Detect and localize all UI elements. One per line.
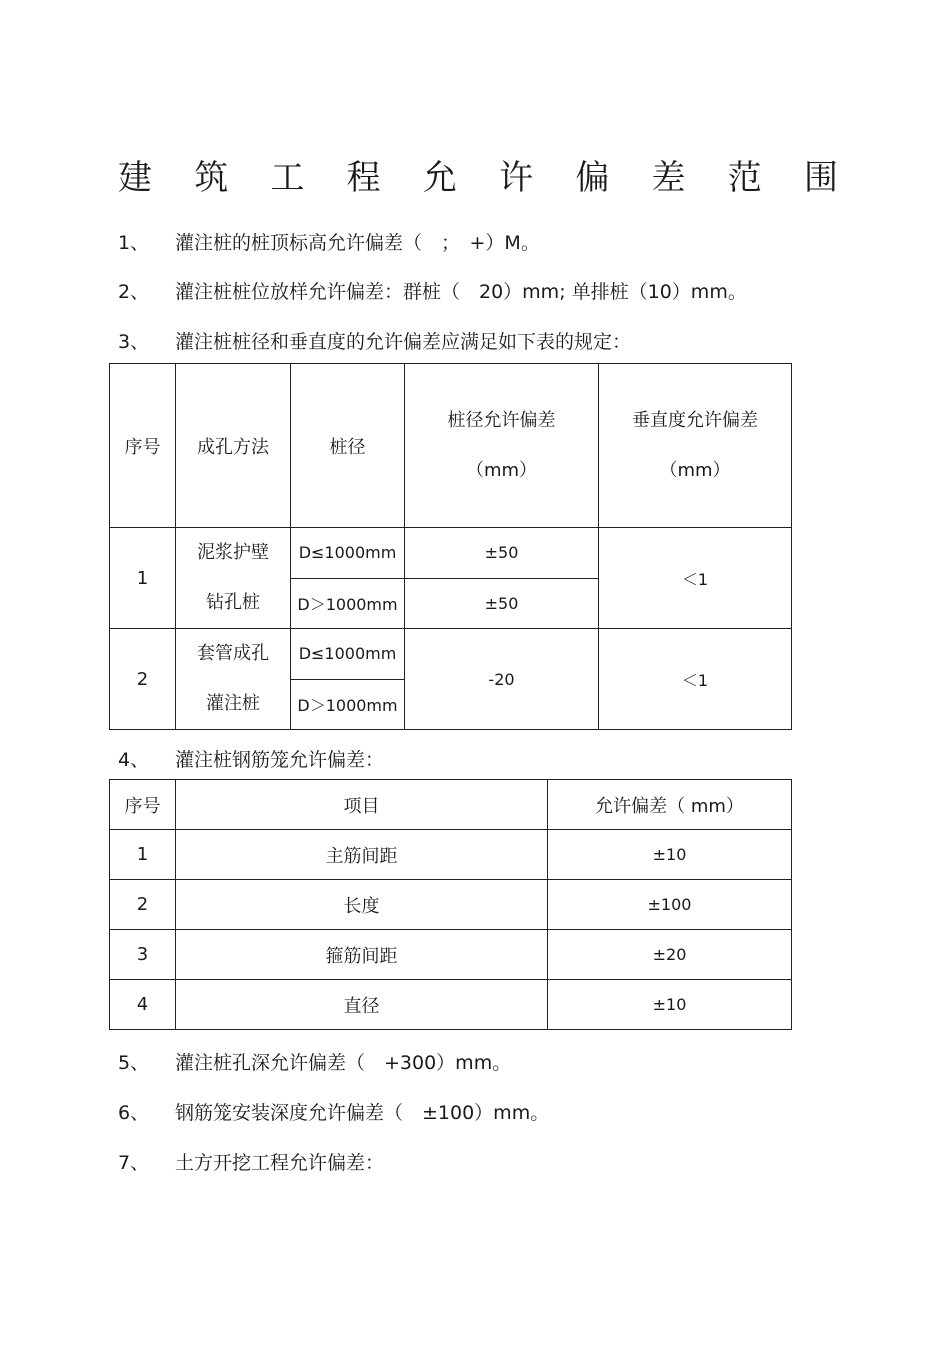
table-cell: ±10 bbox=[548, 830, 792, 880]
table-cell: 直径 bbox=[176, 980, 548, 1030]
title-char: 许 bbox=[499, 158, 534, 198]
table-cell: 1 bbox=[110, 528, 176, 629]
rebar-cage-table bbox=[109, 779, 792, 1030]
table-cell: 箍筋间距 bbox=[176, 930, 548, 980]
table-row bbox=[110, 830, 792, 880]
header-cell: 桩径 bbox=[291, 364, 405, 528]
title-char: 范 bbox=[727, 158, 762, 198]
table-cell: ±50 bbox=[405, 528, 599, 579]
title-char: 建 bbox=[118, 158, 152, 198]
item-text: 灌注桩钢筋笼允许偏差： bbox=[175, 749, 385, 771]
list-item bbox=[118, 277, 747, 304]
item-text: 灌注桩桩位放样允许偏差：群桩（ 20）mm; 单排桩（10）mm。 bbox=[175, 281, 747, 303]
header-cell: 允许偏差（ mm） bbox=[548, 780, 792, 830]
method-line: 泥浆护壁 bbox=[197, 542, 269, 563]
title-char: 偏 bbox=[575, 158, 610, 198]
header-cell bbox=[599, 364, 792, 528]
list-item bbox=[118, 1148, 384, 1175]
method-line: 钻孔桩 bbox=[206, 592, 260, 613]
table-cell: 主筋间距 bbox=[176, 830, 548, 880]
table-cell: 4 bbox=[110, 980, 176, 1030]
item-number: 7、 bbox=[118, 1152, 150, 1174]
table-cell: ±20 bbox=[548, 930, 792, 980]
table-cell: ±100 bbox=[548, 880, 792, 930]
table-row bbox=[110, 880, 792, 930]
item-text: 灌注桩孔深允许偏差（ +300）mm。 bbox=[175, 1052, 512, 1074]
item-number: 4、 bbox=[118, 749, 150, 771]
header-cell: 项目 bbox=[176, 780, 548, 830]
header-cell bbox=[405, 364, 599, 528]
table-cell: D＞1000mm bbox=[291, 679, 405, 730]
item-number: 6、 bbox=[118, 1102, 150, 1124]
table-cell: -20 bbox=[405, 629, 599, 730]
table-cell: D≤1000mm bbox=[291, 629, 405, 680]
table-cell bbox=[176, 629, 291, 730]
header-unit: （mm） bbox=[465, 459, 538, 481]
page-title bbox=[118, 150, 838, 199]
header-cell: 成孔方法 bbox=[176, 364, 291, 528]
table-cell: ＜1 bbox=[599, 528, 792, 629]
title-char: 筑 bbox=[194, 158, 229, 198]
header-text: 桩径允许偏差 bbox=[447, 409, 556, 431]
item-number: 5、 bbox=[118, 1052, 150, 1074]
header-cell: 序号 bbox=[110, 780, 176, 830]
item-text: 灌注桩的桩顶标高允许偏差（ ； +）M。 bbox=[175, 232, 540, 254]
table-cell: D＞1000mm bbox=[291, 578, 405, 629]
table-cell: 2 bbox=[110, 880, 176, 930]
title-char: 围 bbox=[803, 158, 838, 198]
table-cell bbox=[176, 528, 291, 629]
list-item bbox=[118, 327, 631, 354]
item-text: 灌注桩桩径和垂直度的允许偏差应满足如下表的规定： bbox=[175, 331, 632, 353]
header-cell: 序号 bbox=[110, 364, 176, 528]
table-cell: 2 bbox=[110, 629, 176, 730]
table-cell: 长度 bbox=[176, 880, 548, 930]
item-text: 钢筋笼安装深度允许偏差（ ±100）mm。 bbox=[175, 1102, 550, 1124]
list-item bbox=[118, 228, 540, 255]
title-char: 允 bbox=[422, 158, 457, 198]
table-cell: ＜1 bbox=[599, 629, 792, 730]
title-char: 差 bbox=[651, 158, 686, 198]
list-item bbox=[118, 1048, 511, 1075]
title-char: 程 bbox=[346, 158, 381, 198]
method-line: 套管成孔 bbox=[197, 643, 269, 664]
table-cell: D≤1000mm bbox=[291, 528, 405, 579]
header-text: 垂直度允许偏差 bbox=[632, 409, 758, 431]
item-number: 2、 bbox=[118, 281, 150, 303]
header-unit: （mm） bbox=[659, 459, 731, 481]
item-number: 1、 bbox=[118, 232, 150, 254]
list-item bbox=[118, 745, 384, 772]
title-char: 工 bbox=[270, 158, 305, 198]
table-cell: 3 bbox=[110, 930, 176, 980]
pile-diameter-table bbox=[109, 363, 792, 730]
table-row bbox=[110, 980, 792, 1030]
table-cell: 1 bbox=[110, 830, 176, 880]
item-number: 3、 bbox=[118, 331, 150, 353]
list-item bbox=[118, 1098, 549, 1125]
table-cell: ±10 bbox=[548, 980, 792, 1030]
table-row bbox=[110, 930, 792, 980]
method-line: 灌注桩 bbox=[206, 693, 260, 714]
item-text: 土方开挖工程允许偏差： bbox=[175, 1152, 385, 1174]
table-cell: ±50 bbox=[405, 578, 599, 629]
